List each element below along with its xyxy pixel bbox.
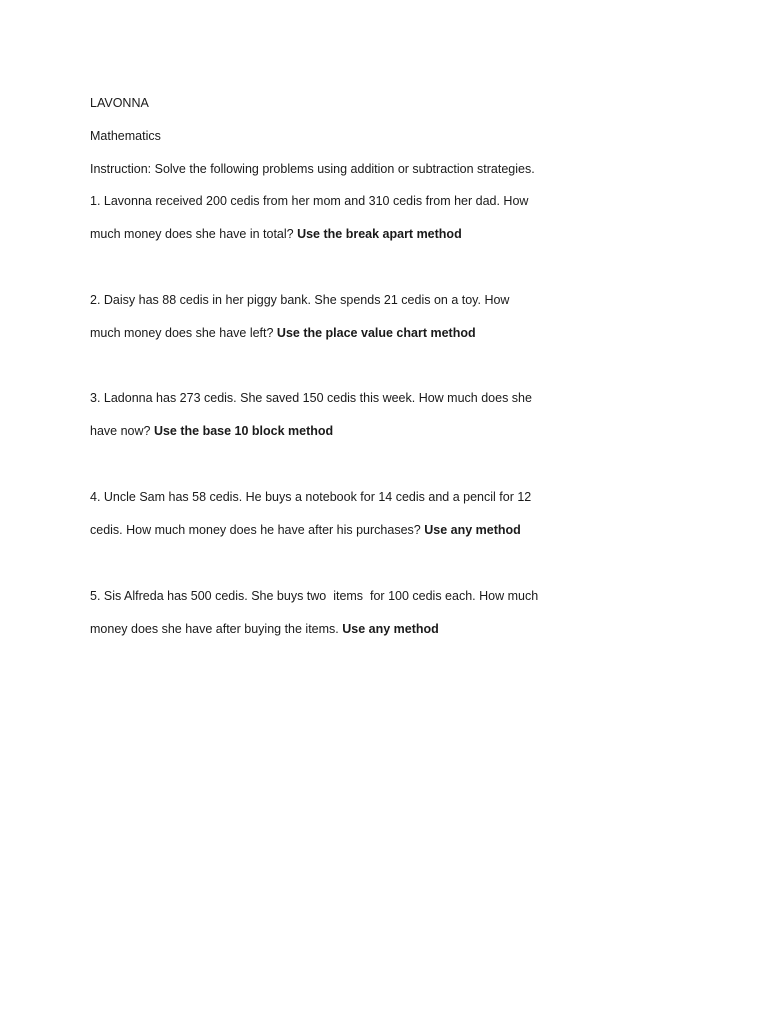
problem-5-line-1: 5. Sis Alfreda has 500 cedis. She buys two items for 100 cedis each. How much bbox=[90, 589, 539, 603]
problem-4-question-text: cedis. How much money does he have after his purchases? bbox=[90, 523, 425, 537]
problem-3-line-1: 3. Ladonna has 273 cedis. She saved 150 cedis this week. How much does she bbox=[90, 391, 532, 405]
problem-2-line-2 bbox=[90, 325, 476, 341]
instruction-text: Instruction: Solve the following problems using addition or subtraction strategies. bbox=[90, 162, 535, 176]
problem-5-method: Use any method bbox=[342, 622, 439, 636]
problem-3-line-2 bbox=[90, 423, 333, 439]
problem-1-line-2 bbox=[90, 226, 462, 242]
problem-2-line-1: 2. Daisy has 88 cedis in her piggy bank. She spends 21 cedis on a toy. How bbox=[90, 293, 510, 307]
problem-1-method: Use the break apart method bbox=[297, 227, 462, 241]
problem-4-method: Use any method bbox=[424, 523, 521, 537]
subject-title: Mathematics bbox=[90, 129, 161, 143]
problem-2-question-text: much money does she have left? bbox=[90, 326, 277, 340]
problem-1-line-1: 1. Lavonna received 200 cedis from her mom and 310 cedis from her dad. How bbox=[90, 194, 529, 208]
problem-4-line-2 bbox=[90, 522, 521, 538]
problem-4-line-1: 4. Uncle Sam has 58 cedis. He buys a notebook for 14 cedis and a pencil for 12 bbox=[90, 490, 532, 504]
problem-3-method: Use the base 10 block method bbox=[153, 424, 334, 438]
problem-5-question-text: money does she have after buying the items. bbox=[90, 622, 343, 636]
problem-3-question-text: have now? bbox=[90, 424, 154, 438]
problem-5-line-2 bbox=[90, 621, 439, 637]
student-name: LAVONNA bbox=[90, 96, 149, 110]
problem-1-question-text: much money does she have in total? bbox=[90, 227, 298, 241]
problem-2-method: Use the place value chart method bbox=[276, 326, 476, 340]
